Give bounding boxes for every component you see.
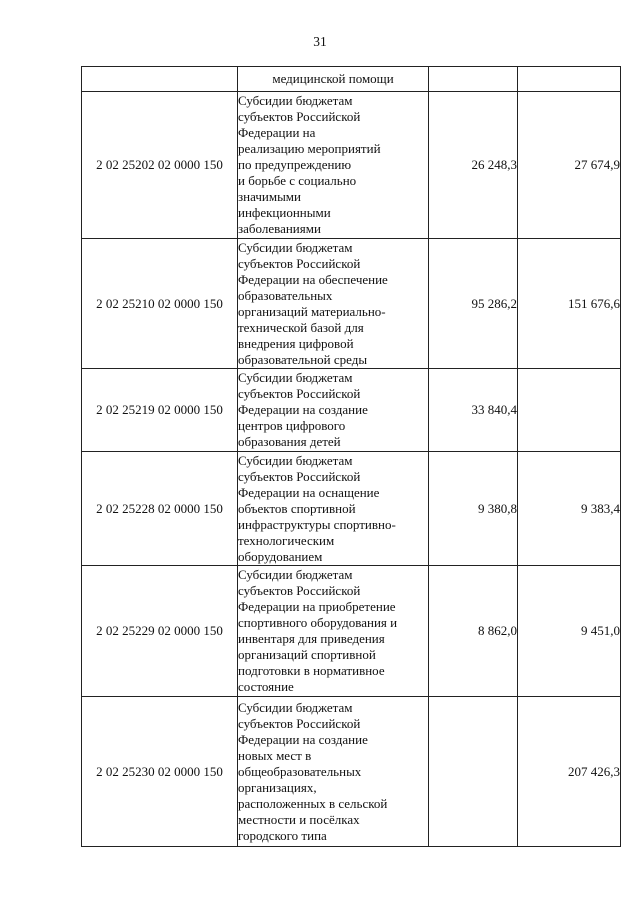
description-cell: Субсидии бюджетам субъектов Российской Федерации на оснащение объектов спортивной инфраструктуры спортивно- технологическим оборудованием [238,452,429,566]
table-row [82,566,621,697]
value-2-cell [518,67,621,92]
budget-code-cell: 2 02 25228 02 0000 150 [82,452,238,566]
value-2-cell: 27 674,9 [518,92,621,239]
budget-code-cell: 2 02 25202 02 0000 150 [82,92,238,239]
value-1-cell [429,697,518,847]
budget-table [81,66,621,847]
budget-code-cell: 2 02 25229 02 0000 150 [82,566,238,697]
budget-code-cell [82,67,238,92]
value-1-cell: 95 286,2 [429,239,518,369]
description-cell: медицинской помощи [238,67,429,92]
description-cell: Субсидии бюджетам субъектов Российской Федерации на приобретение спортивного оборудования и инвентаря для приведения организаций спортивной подготовки в нормативное состояние [238,566,429,697]
budget-code-cell: 2 02 25210 02 0000 150 [82,239,238,369]
description-cell: Субсидии бюджетам субъектов Российской Федерации на создание новых мест в общеобразовательных организациях, расположенных в сельской местности и посёлках городского типа [238,697,429,847]
table-row [82,67,621,92]
budget-code-cell: 2 02 25230 02 0000 150 [82,697,238,847]
value-2-cell: 151 676,6 [518,239,621,369]
value-2-cell: 9 383,4 [518,452,621,566]
budget-code-cell: 2 02 25219 02 0000 150 [82,369,238,452]
description-cell: Субсидии бюджетам субъектов Российской Федерации на реализацию мероприятий по предупреждению и борьбе с социально значимыми инфекционными заболеваниями [238,92,429,239]
value-1-cell: 8 862,0 [429,566,518,697]
value-1-cell [429,67,518,92]
table-row [82,369,621,452]
description-cell: Субсидии бюджетам субъектов Российской Федерации на создание центров цифрового образования детей [238,369,429,452]
table-row [82,452,621,566]
table-row [82,92,621,239]
value-1-cell: 9 380,8 [429,452,518,566]
value-2-cell: 207 426,3 [518,697,621,847]
page-number: 31 [313,34,327,49]
value-2-cell: 9 451,0 [518,566,621,697]
value-1-cell: 33 840,4 [429,369,518,452]
table-row [82,239,621,369]
value-1-cell: 26 248,3 [429,92,518,239]
description-cell: Субсидии бюджетам субъектов Российской Федерации на обеспечение образовательных организаций материально- технической базой для внедрения цифровой образовательной среды [238,239,429,369]
table-row [82,697,621,847]
value-2-cell [518,369,621,452]
